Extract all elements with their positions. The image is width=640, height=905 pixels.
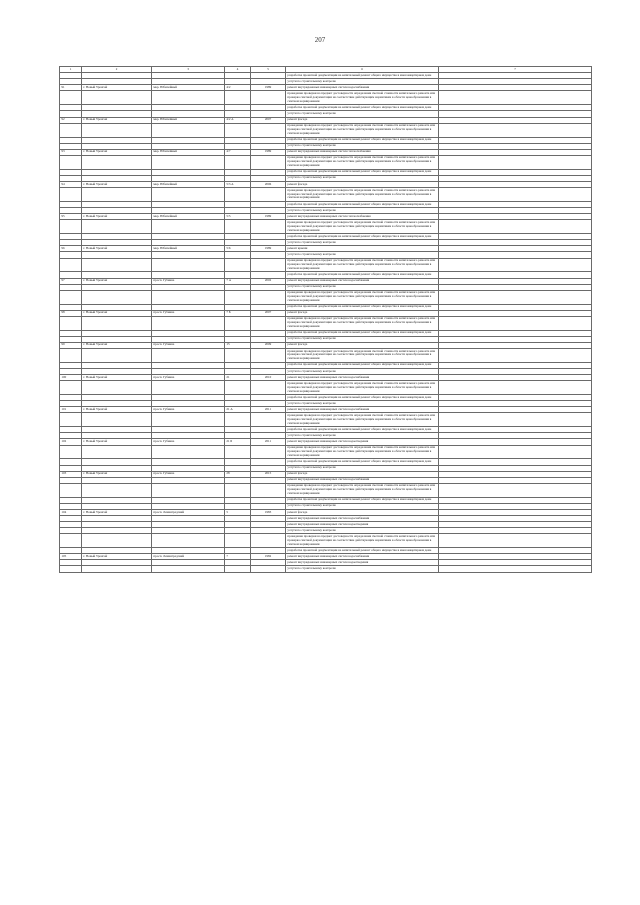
work-type: услуги по строительному контролю [286,465,439,471]
entry-street: просп. Губкина [152,278,225,284]
empty-cell [60,348,82,362]
entry-house: 5/3 А [225,181,251,187]
work-type: услуги по строительному контролю [286,175,439,181]
column-number: 3 [152,67,225,73]
empty-cell [82,155,152,169]
empty-cell [251,316,286,330]
entry-year: 1989 [251,85,286,91]
entry-number: 105 [60,554,82,560]
work-type: ремонт внутридомовых инженерных систем водоснабжения [286,85,439,91]
empty-cell [152,348,225,362]
empty-cell [82,566,152,572]
empty-cell [225,348,251,362]
empty-cell [60,220,82,234]
empty-cell [225,381,251,395]
work-row [60,413,592,427]
work-type: услуги по строительному контролю [286,566,439,572]
entry-house: 5 [225,509,251,515]
work-type: ремонт фасада [286,509,439,515]
work-row [60,220,592,234]
work-row [60,381,592,395]
empty-cell [251,566,286,572]
entry-street: просп. Ленинградский [152,554,225,560]
work-type: ремонт внутридомовых инженерных систем водоснабжения [286,554,439,560]
work-type: разработка проектной документации на капитальный ремонт общего имущества в многоквартирном доме [286,272,439,278]
work-type: услуги по строительному контролю [286,208,439,214]
empty-cell [82,381,152,395]
work-type: проведение проверки на предмет достоверности определения сметной стоимости капитального ремонта или проверка сметной документации на соответствие действующим нормативам в области ценообразования в сметном нормировании [286,413,439,427]
work-type: проведение проверки на предмет достоверности определения сметной стоимости капитального ремонта или проверка сметной документации на соответствие действующим нормативам в области ценообразования в сметном нормировании [286,290,439,304]
work-row [60,91,592,105]
entry-street: мкр. Юбилейный [152,246,225,252]
work-type: проведение проверки на предмет достоверности определения сметной стоимости капитального ремонта или проверка сметной документации на соответствие действующим нормативам в области ценообразования в сметном нормировании [286,445,439,459]
work-type: разработка проектной документации на капитальный ремонт общего имущества в многоквартирном доме [286,427,439,433]
work-type: разработка проектной документации на капитальный ремонт общего имущества в многоквартирном доме [286,395,439,401]
empty-cell [439,534,592,548]
work-type: разработка проектной документации на капитальный ремонт общего имущества в многоквартирном доме [286,137,439,143]
entry-year: 2006 [251,181,286,187]
empty-cell [152,290,225,304]
entry-year: 1989 [251,214,286,220]
empty-cell [82,483,152,497]
work-type: ремонт фасада [286,471,439,477]
entry-city: г. Новый Уренгой [82,117,152,123]
entry-house: 5/5 [225,214,251,220]
empty-cell [60,534,82,548]
work-type: ремонт внутридомовых инженерных систем водоотведения [286,522,439,528]
entry-house: 28 [225,471,251,477]
entry-year: 2007 [251,117,286,123]
entry-street: просп. Губкина [152,375,225,381]
empty-cell [60,290,82,304]
work-type: разработка проектной документации на капитальный ремонт общего имущества в многоквартирном доме [286,330,439,336]
empty-cell [225,483,251,497]
entry-number: 92 [60,117,82,123]
work-row [60,258,592,272]
empty-cell [251,155,286,169]
entry-year: 2015 [251,471,286,477]
empty-cell [60,413,82,427]
empty-cell [152,123,225,137]
empty-cell [60,258,82,272]
entry-street: мкр. Юбилейный [152,117,225,123]
empty-cell [251,91,286,105]
empty-cell [225,220,251,234]
empty-cell [439,413,592,427]
entry-house: 4/2 [225,85,251,91]
empty-cell [225,566,251,572]
empty-cell [251,483,286,497]
entry-number: 99 [60,342,82,348]
entry-house: 21 Б [225,439,251,445]
entry-street: мкр. Юбилейный [152,85,225,91]
entry-house: 4/7 [225,149,251,155]
entry-city: г. Новый Уренгой [82,149,152,155]
work-type: услуги по строительному контролю [286,143,439,149]
work-type: разработка проектной документации на капитальный ремонт общего имущества в многоквартирном доме [286,234,439,240]
entry-year: 2010 [251,375,286,381]
work-type: ремонт фасада [286,117,439,123]
entry-street: просп. Губкина [152,310,225,316]
entry-number: 103 [60,471,82,477]
empty-cell [225,445,251,459]
empty-cell [60,155,82,169]
work-type: ремонт фасада [286,181,439,187]
empty-cell [60,566,82,572]
empty-cell [60,123,82,137]
entry-number: 100 [60,375,82,381]
work-type: проведение проверки на предмет достоверности определения сметной стоимости капитального ремонта или проверка сметной документации на соответствие действующим нормативам в области ценообразования в сметном нормировании [286,91,439,105]
entry-street: просп. Губкина [152,439,225,445]
work-type: услуги по строительному контролю [286,336,439,342]
work-type: проведение проверки на предмет достоверности определения сметной стоимости капитального ремонта или проверка сметной документации на соответствие действующим нормативам в области ценообразования в сметном нормировании [286,220,439,234]
empty-cell [82,413,152,427]
empty-cell [225,316,251,330]
work-type: проведение проверки на предмет достоверности определения сметной стоимости капитального ремонта или проверка сметной документации на соответствие действующим нормативам в области ценообразования в сметном нормировании [286,483,439,497]
empty-cell [251,348,286,362]
empty-cell [439,445,592,459]
empty-cell [439,290,592,304]
entry-house: 21 [225,375,251,381]
empty-cell [60,381,82,395]
register-table [59,66,592,573]
empty-cell [439,348,592,362]
column-number: 1 [60,67,82,73]
empty-cell [82,188,152,202]
work-type: ремонт внутридомовых инженерных систем водоснабжения [286,477,439,483]
empty-cell [152,258,225,272]
entry-number: 91 [60,85,82,91]
column-number: 2 [82,67,152,73]
work-type: разработка проектной документации на капитальный ремонт общего имущества в многоквартирном доме [286,169,439,175]
work-type: услуги по строительному контролю [286,79,439,85]
work-type: разработка проектной документации на капитальный ремонт общего имущества в многоквартирном доме [286,201,439,207]
empty-cell [152,155,225,169]
work-type: услуги по строительному контролю [286,503,439,509]
empty-cell [60,316,82,330]
entry-year: 1989 [251,149,286,155]
empty-cell [251,445,286,459]
empty-cell [152,316,225,330]
work-type: проведение проверки на предмет достоверности определения сметной стоимости капитального ремонта или проверка сметной документации на соответствие действующим нормативам в области ценообразования в сметном нормировании [286,258,439,272]
entry-house: 21 А [225,407,251,413]
work-type: проведение проверки на предмет достоверности определения сметной стоимости капитального ремонта или проверка сметной документации на соответствие действующим нормативам в области ценообразования в сметном нормировании [286,534,439,548]
entry-street: мкр. Юбилейный [152,149,225,155]
column-number: 4 [225,67,251,73]
work-type: проведение проверки на предмет достоверности определения сметной стоимости капитального ремонта или проверка сметной документации на соответствие действующим нормативам в области ценообразования в сметном нормировании [286,316,439,330]
empty-cell [152,91,225,105]
empty-cell [152,566,225,572]
empty-cell [60,91,82,105]
empty-cell [439,91,592,105]
empty-cell [225,188,251,202]
empty-cell [225,123,251,137]
empty-cell [82,534,152,548]
column-number: 7 [439,67,592,73]
work-type: ремонт внутридомовых инженерных систем водоснабжения [286,407,439,413]
work-type: проведение проверки на предмет достоверности определения сметной стоимости капитального ремонта или проверка сметной документации на соответствие действующим нормативам в области ценообразования в сметном нормировании [286,381,439,395]
empty-cell [82,316,152,330]
entry-city: г. Новый Уренгой [82,554,152,560]
work-row [60,123,592,137]
entry-house: 4/2 А [225,117,251,123]
work-type: ремонт внутридомовых инженерных систем теплоснабжения [286,214,439,220]
entry-number: 94 [60,181,82,187]
work-row [60,188,592,202]
work-type: ремонт внутридомовых инженерных систем водоснабжения [286,516,439,522]
entry-number: 102 [60,439,82,445]
empty-cell [439,123,592,137]
entry-number: 96 [60,246,82,252]
work-type: разработка проектной документации на капитальный ремонт общего имущества в многоквартирном доме [286,362,439,368]
empty-cell [439,483,592,497]
register-body [60,67,592,573]
empty-cell [439,220,592,234]
work-type: разработка проектной документации на капитальный ремонт общего имущества в многоквартирном доме [286,304,439,310]
work-type: ремонт внутридомовых инженерных систем водоотведения [286,560,439,566]
entry-number: 97 [60,278,82,284]
work-type: ремонт фасада [286,342,439,348]
entry-city: г. Новый Уренгой [82,375,152,381]
work-type: ремонт внутридомовых инженерных систем водоотведения [286,439,439,445]
work-row [60,316,592,330]
entry-street: мкр. Юбилейный [152,181,225,187]
work-type: проведение проверки на предмет достоверности определения сметной стоимости капитального ремонта или проверка сметной документации на соответствие действующим нормативам в области ценообразования в сметном нормировании [286,155,439,169]
column-number: 5 [251,67,286,73]
entry-city: г. Новый Уренгой [82,246,152,252]
entry-city: г. Новый Уренгой [82,214,152,220]
empty-cell [251,381,286,395]
empty-cell [152,413,225,427]
entry-house: 7 Б [225,310,251,316]
empty-cell [439,566,592,572]
empty-cell [251,258,286,272]
work-type: услуги по строительному контролю [286,433,439,439]
empty-cell [225,91,251,105]
page-number: 207 [314,36,326,44]
empty-cell [251,188,286,202]
entry-street: просп. Губкина [152,342,225,348]
work-row [60,445,592,459]
entry-house: 5/6 [225,246,251,252]
entry-year: 2009 [251,342,286,348]
entry-year: 2007 [251,310,286,316]
work-type: ремонт внутридомовых инженерных систем водоснабжения [286,278,439,284]
work-type: услуги по строительному контролю [286,284,439,290]
empty-cell [225,413,251,427]
entry-city: г. Новый Уренгой [82,471,152,477]
entry-number: 98 [60,310,82,316]
work-type: ремонт внутридомовых инженерных систем водоснабжения [286,375,439,381]
entry-number: 104 [60,509,82,515]
empty-cell [82,123,152,137]
entry-city: г. Новый Уренгой [82,407,152,413]
empty-cell [152,381,225,395]
work-type: проведение проверки на предмет достоверности определения сметной стоимости капитального ремонта или проверка сметной документации на соответствие действующим нормативам в области ценообразования в сметном нормировании [286,123,439,137]
entry-street: просп. Губкина [152,471,225,477]
work-row [60,155,592,169]
empty-cell [82,445,152,459]
empty-cell [82,348,152,362]
empty-cell [152,188,225,202]
work-type: услуги по строительному контролю [286,111,439,117]
work-row [60,483,592,497]
empty-cell [225,258,251,272]
work-type: услуги по строительному контролю [286,240,439,246]
entry-city: г. Новый Уренгой [82,342,152,348]
empty-cell [439,155,592,169]
entry-city: г. Новый Уренгой [82,181,152,187]
work-type: разработка проектной документации на капитальный ремонт общего имущества в многоквартирном доме [286,548,439,554]
entry-year: 1982 [251,554,286,560]
entry-house: 7 А [225,278,251,284]
empty-cell [60,188,82,202]
work-row [60,348,592,362]
entry-number: 101 [60,407,82,413]
empty-cell [439,316,592,330]
empty-cell [251,290,286,304]
entry-house: 7 [225,554,251,560]
work-row [60,290,592,304]
entry-street: просп. Губкина [152,407,225,413]
empty-cell [152,445,225,459]
empty-cell [439,188,592,202]
work-type: ремонт фасада [286,310,439,316]
empty-cell [225,534,251,548]
empty-cell [251,413,286,427]
empty-cell [60,445,82,459]
entry-year: 2002 [251,278,286,284]
work-type: разработка проектной документации на капитальный ремонт общего имущества в многоквартирном доме [286,459,439,465]
entry-city: г. Новый Уренгой [82,439,152,445]
empty-cell [439,258,592,272]
entry-year: 1983 [251,509,286,515]
entry-year: 1989 [251,246,286,252]
empty-cell [439,381,592,395]
work-type: ремонт крыши [286,246,439,252]
empty-cell [251,534,286,548]
empty-cell [225,290,251,304]
work-type: проведение проверки на предмет достоверности определения сметной стоимости капитального ремонта или проверка сметной документации на соответствие действующим нормативам в области ценообразования в сметном нормировании [286,188,439,202]
entry-street: просп. Ленинградский [152,509,225,515]
empty-cell [251,123,286,137]
work-type: услуги по строительному контролю [286,528,439,534]
entry-city: г. Новый Уренгой [82,509,152,515]
entry-street: мкр. Юбилейный [152,214,225,220]
entry-number: 93 [60,149,82,155]
entry-year: 2011 [251,407,286,413]
work-type: разработка проектной документации на капитальный ремонт общего имущества в многоквартирном доме [286,497,439,503]
empty-cell [82,220,152,234]
work-type: услуги по строительному контролю [286,252,439,258]
empty-cell [82,91,152,105]
empty-cell [60,483,82,497]
empty-cell [152,220,225,234]
column-number: 6 [286,67,439,73]
empty-cell [225,155,251,169]
entry-city: г. Новый Уренгой [82,310,152,316]
work-type: услуги по строительному контролю [286,368,439,374]
empty-cell [82,258,152,272]
work-type: разработка проектной документации на капитальный ремонт общего имущества в многоквартирном доме [286,105,439,111]
work-row [60,566,592,572]
entry-house: 15 [225,342,251,348]
entry-city: г. Новый Уренгой [82,85,152,91]
empty-cell [82,290,152,304]
work-type: проведение проверки на предмет достоверности определения сметной стоимости капитального ремонта или проверка сметной документации на соответствие действующим нормативам в области ценообразования в сметном нормировании [286,348,439,362]
empty-cell [152,483,225,497]
work-type: услуги по строительному контролю [286,401,439,407]
empty-cell [152,534,225,548]
entry-city: г. Новый Уренгой [82,278,152,284]
empty-cell [251,220,286,234]
entry-year: 2011 [251,439,286,445]
entry-number: 95 [60,214,82,220]
work-row [60,534,592,548]
work-type: ремонт внутридомовых инженерных систем теплоснабжения [286,149,439,155]
work-type: разработка проектной документации на капитальный ремонт общего имущества в многоквартирном доме [286,73,439,79]
